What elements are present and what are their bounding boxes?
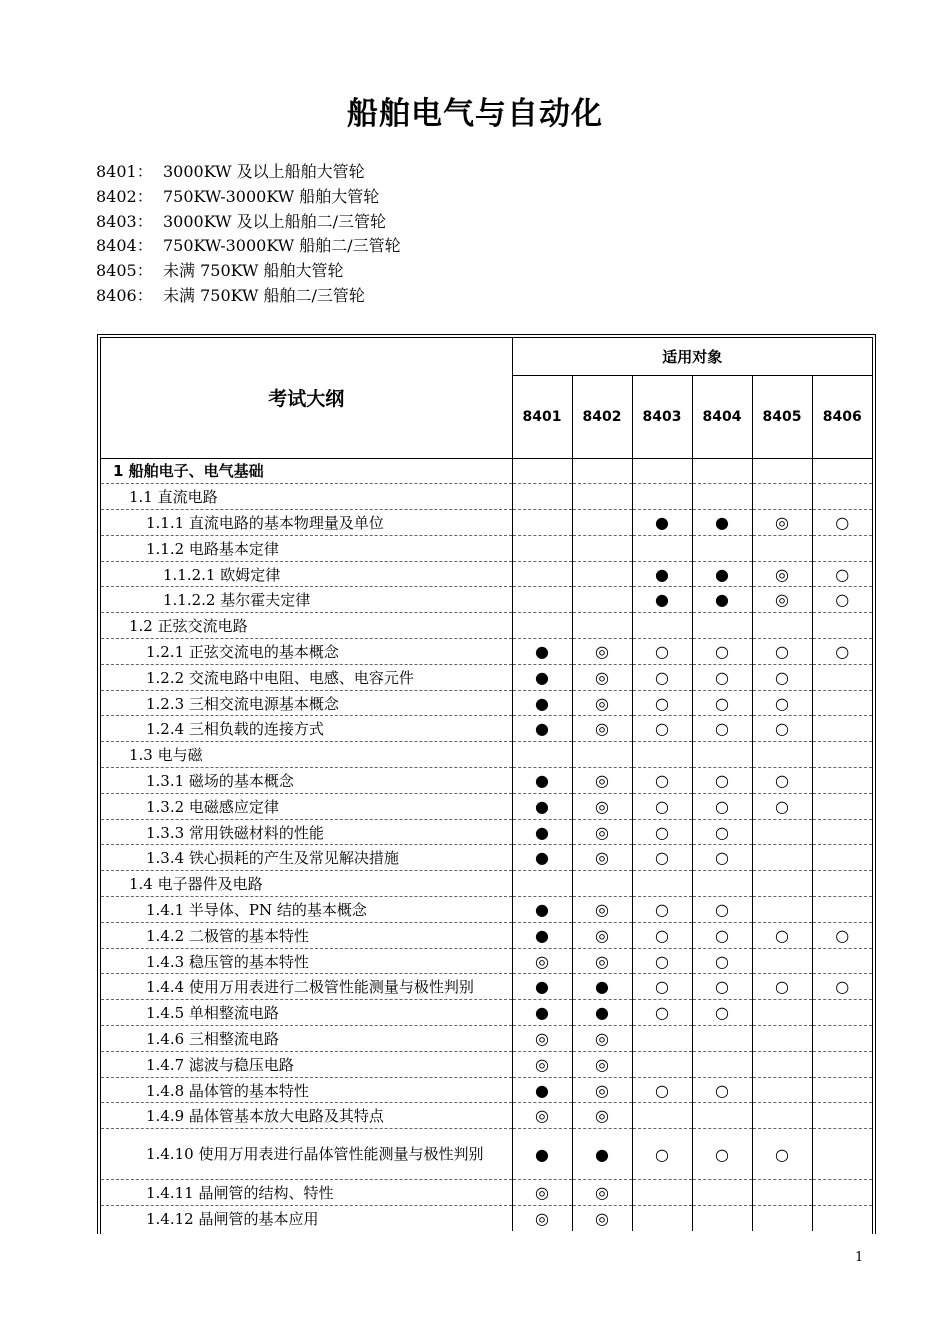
requirement-mark: ● bbox=[512, 664, 572, 690]
outline-item-label: 1.4.6 三相整流电路 bbox=[101, 1026, 512, 1052]
requirement-mark bbox=[572, 587, 632, 613]
requirement-mark bbox=[572, 613, 632, 639]
requirement-mark: ◎ bbox=[572, 1103, 632, 1129]
requirement-mark: ○ bbox=[632, 768, 692, 794]
applicable-header: 适用对象 bbox=[512, 338, 872, 375]
requirement-mark bbox=[752, 535, 812, 561]
legend-code: 8402： bbox=[96, 186, 153, 206]
table-row bbox=[101, 1000, 872, 1026]
requirement-mark: ○ bbox=[692, 897, 752, 923]
table-row bbox=[101, 922, 872, 948]
requirement-mark: ◎ bbox=[512, 1051, 572, 1077]
requirement-mark bbox=[812, 484, 872, 510]
requirement-mark bbox=[512, 613, 572, 639]
requirement-mark bbox=[632, 1206, 692, 1232]
outline-item-label: 1.3.2 电磁感应定律 bbox=[101, 793, 512, 819]
requirement-mark: ○ bbox=[632, 664, 692, 690]
requirement-mark bbox=[632, 1026, 692, 1052]
requirement-mark: ◎ bbox=[572, 819, 632, 845]
table-row bbox=[101, 1206, 872, 1232]
requirement-mark: ◎ bbox=[572, 793, 632, 819]
outline-item-label: 1.4.11 晶闸管的结构、特性 bbox=[101, 1180, 512, 1206]
requirement-mark: ○ bbox=[692, 1000, 752, 1026]
requirement-mark bbox=[812, 1051, 872, 1077]
requirement-mark: ○ bbox=[692, 948, 752, 974]
requirement-mark bbox=[752, 819, 812, 845]
requirement-mark bbox=[512, 561, 572, 587]
requirement-mark bbox=[752, 1206, 812, 1232]
requirement-mark bbox=[752, 871, 812, 897]
legend-desc: 未满 750KW 船舶二/三管轮 bbox=[163, 285, 365, 305]
requirement-mark: ◎ bbox=[572, 922, 632, 948]
outline-item-label: 1.4.2 二极管的基本特性 bbox=[101, 922, 512, 948]
requirement-mark bbox=[752, 845, 812, 871]
requirement-mark: ● bbox=[692, 587, 752, 613]
requirement-mark bbox=[572, 484, 632, 510]
column-header: 8405 bbox=[752, 375, 812, 458]
requirement-mark bbox=[812, 535, 872, 561]
requirement-mark bbox=[572, 458, 632, 484]
requirement-mark bbox=[752, 948, 812, 974]
requirement-mark: ◎ bbox=[572, 1180, 632, 1206]
outline-item-label: 1.2.1 正弦交流电的基本概念 bbox=[101, 639, 512, 665]
requirement-mark: ○ bbox=[692, 793, 752, 819]
legend-desc: 未满 750KW 船舶大管轮 bbox=[163, 261, 344, 281]
requirement-mark: ○ bbox=[692, 690, 752, 716]
column-header: 8404 bbox=[692, 375, 752, 458]
table-row bbox=[101, 1129, 872, 1180]
requirement-mark bbox=[752, 1180, 812, 1206]
table-row bbox=[101, 561, 872, 587]
requirement-mark: ◎ bbox=[572, 716, 632, 742]
requirement-mark bbox=[812, 1077, 872, 1103]
requirement-mark: ● bbox=[512, 819, 572, 845]
legend bbox=[96, 160, 401, 309]
requirement-mark: ● bbox=[512, 974, 572, 1000]
table-row bbox=[101, 664, 872, 690]
requirement-mark bbox=[512, 484, 572, 510]
requirement-mark bbox=[632, 484, 692, 510]
requirement-mark: ◎ bbox=[572, 1206, 632, 1232]
legend-desc: 3000KW 及以上船舶大管轮 bbox=[163, 162, 365, 181]
outline-item-label: 1.1.1 直流电路的基本物理量及单位 bbox=[101, 510, 512, 536]
table-row bbox=[101, 690, 872, 716]
outline-item-label: 1.4.7 滤波与稳压电路 bbox=[101, 1051, 512, 1077]
outline-item-label: 1.4.5 单相整流电路 bbox=[101, 1000, 512, 1026]
legend-item bbox=[96, 185, 401, 210]
requirement-mark bbox=[812, 897, 872, 923]
outline-item-label: 1.3.4 铁心损耗的产生及常见解决措施 bbox=[101, 845, 512, 871]
requirement-mark: ○ bbox=[632, 690, 692, 716]
requirement-mark: ○ bbox=[632, 974, 692, 1000]
requirement-mark: ○ bbox=[812, 510, 872, 536]
table-row bbox=[101, 948, 872, 974]
requirement-mark bbox=[812, 716, 872, 742]
requirement-mark bbox=[572, 510, 632, 536]
requirement-mark bbox=[632, 535, 692, 561]
outline-item-label: 1.2.3 三相交流电源基本概念 bbox=[101, 690, 512, 716]
requirement-mark bbox=[752, 1026, 812, 1052]
table-row bbox=[101, 845, 872, 871]
requirement-mark bbox=[692, 1026, 752, 1052]
requirement-mark: ○ bbox=[632, 922, 692, 948]
requirement-mark: ● bbox=[572, 1000, 632, 1026]
requirement-mark bbox=[752, 484, 812, 510]
column-header: 8401 bbox=[512, 375, 572, 458]
table-body bbox=[101, 458, 872, 1231]
requirement-mark bbox=[812, 458, 872, 484]
requirement-mark bbox=[812, 613, 872, 639]
requirement-mark: ● bbox=[512, 845, 572, 871]
table-row bbox=[101, 484, 872, 510]
requirement-mark bbox=[632, 458, 692, 484]
requirement-mark: ○ bbox=[752, 974, 812, 1000]
requirement-mark: ● bbox=[572, 974, 632, 1000]
requirement-mark: ○ bbox=[632, 845, 692, 871]
outline-item-label: 1.4.1 半导体、PN 结的基本概念 bbox=[101, 897, 512, 923]
requirement-mark bbox=[692, 535, 752, 561]
table-row bbox=[101, 793, 872, 819]
requirement-mark: ○ bbox=[752, 1129, 812, 1180]
page-number: 1 bbox=[855, 1250, 864, 1265]
outline-item-label: 1.4 电子器件及电路 bbox=[101, 871, 512, 897]
requirement-mark: ○ bbox=[812, 922, 872, 948]
legend-item bbox=[96, 210, 401, 235]
requirement-mark bbox=[632, 742, 692, 768]
outline-item-label: 1.3 电与磁 bbox=[101, 742, 512, 768]
requirement-mark bbox=[692, 613, 752, 639]
table-row bbox=[101, 1103, 872, 1129]
column-header: 8406 bbox=[812, 375, 872, 458]
requirement-mark: ◎ bbox=[572, 639, 632, 665]
outline-item-label: 1.2.2 交流电路中电阻、电感、电容元件 bbox=[101, 664, 512, 690]
requirement-mark: ○ bbox=[632, 1129, 692, 1180]
requirement-mark bbox=[692, 1051, 752, 1077]
legend-code: 8404： bbox=[96, 236, 153, 256]
requirement-mark: ● bbox=[692, 561, 752, 587]
legend-item bbox=[96, 284, 401, 309]
requirement-mark: ○ bbox=[632, 793, 692, 819]
requirement-mark: ○ bbox=[812, 639, 872, 665]
requirement-mark: ◎ bbox=[572, 1077, 632, 1103]
requirement-mark bbox=[752, 1051, 812, 1077]
table-row bbox=[101, 819, 872, 845]
document-title: 船舶电气与自动化 bbox=[347, 96, 603, 132]
requirement-mark bbox=[812, 1129, 872, 1180]
requirement-mark bbox=[812, 948, 872, 974]
outline-item-label: 1.4.8 晶体管的基本特性 bbox=[101, 1077, 512, 1103]
requirement-mark bbox=[512, 458, 572, 484]
requirement-mark: ◎ bbox=[572, 690, 632, 716]
column-header: 8403 bbox=[632, 375, 692, 458]
outline-item-label: 1.1.2.2 基尔霍夫定律 bbox=[101, 587, 512, 613]
syllabus-table bbox=[101, 338, 872, 1231]
requirement-mark: ○ bbox=[692, 1077, 752, 1103]
syllabus-table-frame bbox=[97, 334, 876, 1234]
requirement-mark bbox=[812, 871, 872, 897]
requirement-mark: ○ bbox=[752, 690, 812, 716]
outline-item-label: 1.1 直流电路 bbox=[101, 484, 512, 510]
requirement-mark bbox=[512, 871, 572, 897]
requirement-mark: ● bbox=[692, 510, 752, 536]
requirement-mark bbox=[812, 1180, 872, 1206]
table-row bbox=[101, 639, 872, 665]
requirement-mark: ◎ bbox=[752, 510, 812, 536]
table-row bbox=[101, 587, 872, 613]
requirement-mark bbox=[692, 871, 752, 897]
table-row bbox=[101, 1051, 872, 1077]
requirement-mark: ○ bbox=[632, 1000, 692, 1026]
table-row bbox=[101, 535, 872, 561]
requirement-mark: ● bbox=[632, 561, 692, 587]
requirement-mark: ○ bbox=[692, 974, 752, 1000]
requirement-mark: ◎ bbox=[752, 587, 812, 613]
requirement-mark bbox=[632, 871, 692, 897]
requirement-mark: ○ bbox=[692, 716, 752, 742]
requirement-mark bbox=[632, 1180, 692, 1206]
requirement-mark: ● bbox=[512, 716, 572, 742]
requirement-mark bbox=[752, 613, 812, 639]
requirement-mark bbox=[812, 1026, 872, 1052]
requirement-mark bbox=[752, 1077, 812, 1103]
legend-code: 8406： bbox=[96, 285, 153, 305]
requirement-mark: ○ bbox=[812, 561, 872, 587]
outline-item-label: 1.4.12 晶闸管的基本应用 bbox=[146, 1210, 319, 1229]
requirement-mark bbox=[752, 1103, 812, 1129]
outline-item-label: 1.3.1 磁场的基本概念 bbox=[101, 768, 512, 794]
requirement-mark: ○ bbox=[752, 716, 812, 742]
outline-item-label: 1.4.10 使用万用表进行晶体管性能测量与极性判别 bbox=[101, 1129, 512, 1180]
requirement-mark: ● bbox=[512, 1129, 572, 1180]
requirement-mark bbox=[512, 535, 572, 561]
requirement-mark bbox=[572, 742, 632, 768]
requirement-mark bbox=[692, 742, 752, 768]
table-row bbox=[101, 510, 872, 536]
requirement-mark: ◎ bbox=[572, 1051, 632, 1077]
requirement-mark: ○ bbox=[632, 948, 692, 974]
outline-item-label: 1.4.4 使用万用表进行二极管性能测量与极性判别 bbox=[101, 974, 512, 1000]
requirement-mark: ◎ bbox=[512, 1103, 572, 1129]
requirement-mark bbox=[632, 613, 692, 639]
requirement-mark bbox=[812, 690, 872, 716]
outline-item-label: 1.4.9 晶体管基本放大电路及其特点 bbox=[101, 1103, 512, 1129]
requirement-mark bbox=[692, 1180, 752, 1206]
requirement-mark: ○ bbox=[692, 1129, 752, 1180]
requirement-mark bbox=[692, 458, 752, 484]
table-row bbox=[101, 974, 872, 1000]
requirement-mark bbox=[632, 1103, 692, 1129]
requirement-mark bbox=[512, 742, 572, 768]
outline-item-label: 1.1.2 电路基本定律 bbox=[101, 535, 512, 561]
outline-item-label: 1.2 正弦交流电路 bbox=[101, 613, 512, 639]
requirement-mark: ● bbox=[512, 1077, 572, 1103]
requirement-mark: ◎ bbox=[572, 768, 632, 794]
requirement-mark: ● bbox=[572, 1129, 632, 1180]
requirement-mark: ● bbox=[512, 768, 572, 794]
legend-item bbox=[96, 160, 401, 185]
legend-code: 8403： bbox=[96, 211, 153, 231]
requirement-mark: ○ bbox=[632, 897, 692, 923]
column-header: 8402 bbox=[572, 375, 632, 458]
table-row bbox=[101, 458, 872, 484]
requirement-mark bbox=[812, 1103, 872, 1129]
requirement-mark: ○ bbox=[812, 974, 872, 1000]
table-row bbox=[101, 1077, 872, 1103]
outline-item-label: 1.1.2.1 欧姆定律 bbox=[101, 561, 512, 587]
legend-code: 8405： bbox=[96, 261, 153, 281]
requirement-mark bbox=[812, 768, 872, 794]
table-row bbox=[101, 897, 872, 923]
requirement-mark: ○ bbox=[752, 664, 812, 690]
requirement-mark: ○ bbox=[632, 716, 692, 742]
legend-item bbox=[96, 234, 401, 259]
requirement-mark: ○ bbox=[752, 793, 812, 819]
table-row bbox=[101, 768, 872, 794]
requirement-mark: ● bbox=[512, 1000, 572, 1026]
requirement-mark: ◎ bbox=[512, 948, 572, 974]
requirement-mark bbox=[812, 1000, 872, 1026]
requirement-mark: ○ bbox=[632, 639, 692, 665]
requirement-mark bbox=[812, 793, 872, 819]
requirement-mark: ◎ bbox=[512, 1026, 572, 1052]
legend-desc: 750KW-3000KW 船舶大管轮 bbox=[163, 186, 380, 206]
requirement-mark: ● bbox=[632, 510, 692, 536]
legend-item bbox=[96, 259, 401, 284]
requirement-mark bbox=[812, 664, 872, 690]
requirement-mark bbox=[752, 1000, 812, 1026]
outline-item-label: 1.3.3 常用铁磁材料的性能 bbox=[101, 819, 512, 845]
requirement-mark bbox=[512, 587, 572, 613]
outline-header: 考试大纲 bbox=[101, 338, 512, 458]
requirement-mark: ◎ bbox=[752, 561, 812, 587]
requirement-mark: ◎ bbox=[572, 897, 632, 923]
requirement-mark: ● bbox=[512, 922, 572, 948]
legend-code: 8401： bbox=[96, 162, 153, 181]
requirement-mark bbox=[692, 484, 752, 510]
requirement-mark: ○ bbox=[752, 922, 812, 948]
requirement-mark bbox=[572, 871, 632, 897]
requirement-mark bbox=[752, 897, 812, 923]
requirement-mark bbox=[692, 1103, 752, 1129]
requirement-mark: ○ bbox=[692, 639, 752, 665]
requirement-mark: ● bbox=[512, 639, 572, 665]
requirement-mark: ○ bbox=[692, 819, 752, 845]
outline-item-label: 1 船舶电子、电气基础 bbox=[101, 458, 512, 484]
table-row bbox=[101, 1180, 872, 1206]
requirement-mark: ◎ bbox=[572, 845, 632, 871]
table-row bbox=[101, 613, 872, 639]
legend-desc: 3000KW 及以上船舶二/三管轮 bbox=[163, 211, 387, 231]
requirement-mark: ◎ bbox=[572, 1026, 632, 1052]
requirement-mark: ◎ bbox=[512, 1180, 572, 1206]
requirement-mark: ○ bbox=[632, 819, 692, 845]
requirement-mark: ○ bbox=[692, 922, 752, 948]
requirement-mark bbox=[752, 458, 812, 484]
outline-item-label: 1.4.3 稳压管的基本特性 bbox=[101, 948, 512, 974]
requirement-mark: ● bbox=[632, 587, 692, 613]
requirement-mark bbox=[512, 510, 572, 536]
requirement-mark bbox=[572, 535, 632, 561]
requirement-mark bbox=[752, 742, 812, 768]
requirement-mark: ○ bbox=[692, 845, 752, 871]
requirement-mark bbox=[572, 561, 632, 587]
requirement-mark: ○ bbox=[752, 639, 812, 665]
requirement-mark: ● bbox=[512, 897, 572, 923]
requirement-mark bbox=[812, 819, 872, 845]
requirement-mark: ○ bbox=[812, 587, 872, 613]
requirement-mark: ○ bbox=[632, 1077, 692, 1103]
requirement-mark bbox=[812, 742, 872, 768]
requirement-mark bbox=[692, 1206, 752, 1232]
table-row bbox=[101, 871, 872, 897]
requirement-mark: ○ bbox=[692, 768, 752, 794]
requirement-mark: ○ bbox=[752, 768, 812, 794]
table-row bbox=[101, 742, 872, 768]
requirement-mark: ◎ bbox=[512, 1206, 572, 1232]
requirement-mark: ○ bbox=[692, 664, 752, 690]
requirement-mark bbox=[812, 845, 872, 871]
table-row bbox=[101, 1026, 872, 1052]
outline-item-label: 1.2.4 三相负载的连接方式 bbox=[101, 716, 512, 742]
requirement-mark: ◎ bbox=[572, 948, 632, 974]
requirement-mark: ◎ bbox=[572, 664, 632, 690]
table-row bbox=[101, 716, 872, 742]
requirement-mark bbox=[632, 1051, 692, 1077]
requirement-mark bbox=[812, 1206, 872, 1232]
legend-desc: 750KW-3000KW 船舶二/三管轮 bbox=[163, 236, 401, 256]
requirement-mark: ● bbox=[512, 690, 572, 716]
requirement-mark: ● bbox=[512, 793, 572, 819]
